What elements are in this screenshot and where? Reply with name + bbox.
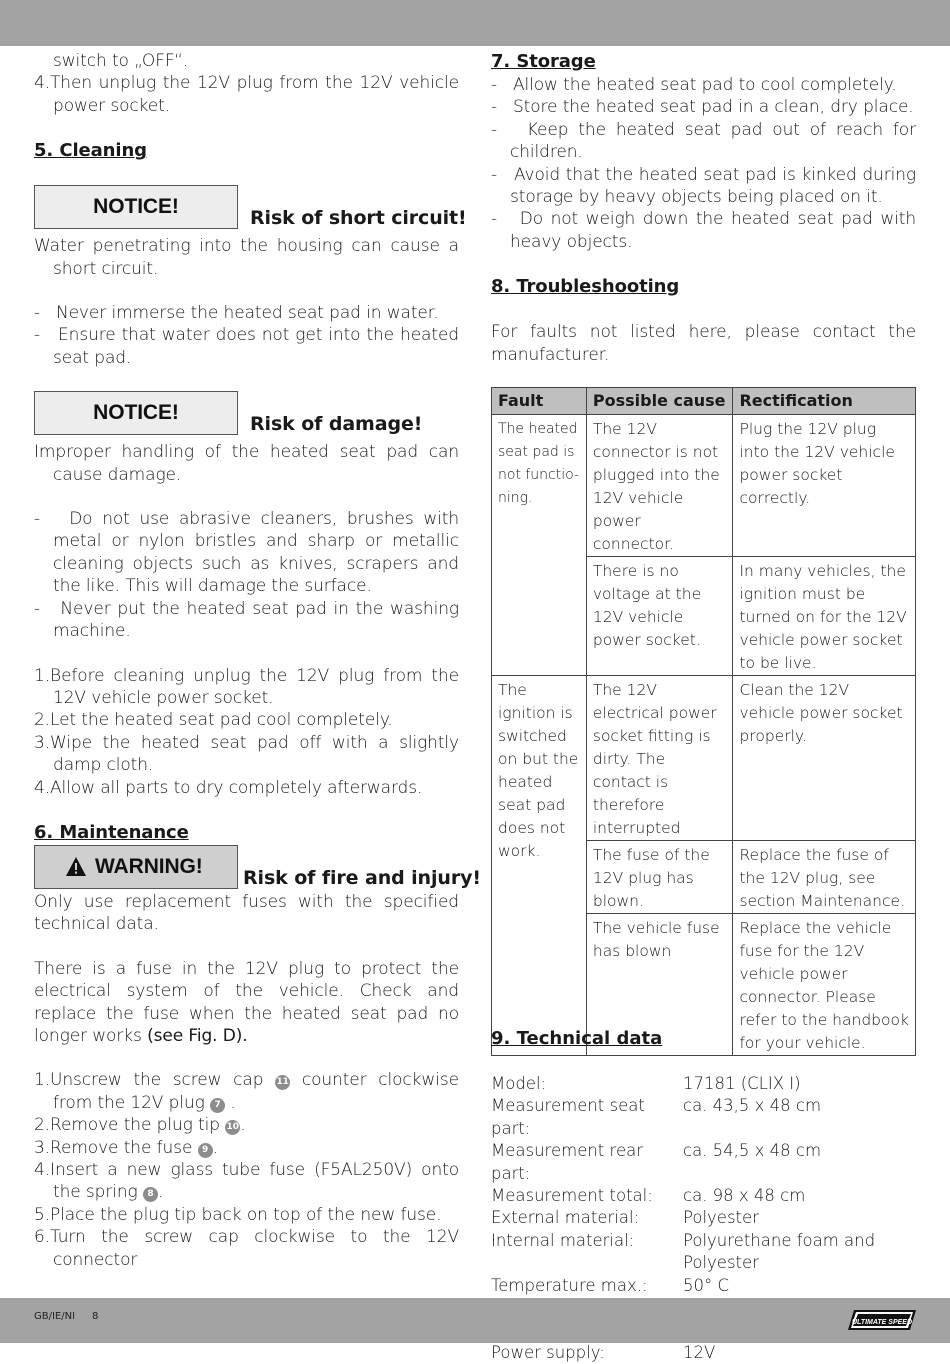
notice-risk: Risk of short circuit! [250,207,467,230]
list-item: - Do not use abrasive cleaners, brushes with metal or nylon bristles and sharp or metallic cleaning objects such as knives, scrapers and the like. This will damage the surface. [34,509,460,597]
spec-row: Power supply: 12V [491,1342,716,1362]
list-item: - Avoid that the heated seat pad is kinked during storage by heavy objects being placed on it. [491,164,916,208]
list-item: 3.Wipe the heated seat pad off with a slightly damp cloth. [34,732,459,776]
cause-cell: The 12V connector is not plugged into the 12V vehicle power connector. [586,415,733,557]
troubleshooting-heading: 8. Troubleshooting [491,276,680,298]
spec-row: Model: 17181 (CLIX I) [491,1074,801,1093]
warning-risk: Risk of fire and injury! [243,866,481,889]
storage-heading: 7. Storage [491,51,596,72]
fuse-paragraph: There is a fuse in the 12V plug to protect the electrical system of the vehicle. Check and replace the fuse when the heated seat pad no longer works (see Fig. D). [34,958,459,1046]
list-item: - Allow the heated seat pad to cool completely. [491,75,897,95]
svg-text:ULTIMATE SPEED: ULTIMATE SPEED [851,1319,913,1326]
column-header: Fault [492,388,587,415]
right-column [491,50,916,366]
list-item: 3.Remove the fuse 9 . [34,1137,218,1158]
warning-triangle-icon [65,856,87,878]
fault-cell: The ignition is switched on but the heated seat pad does not work. [492,676,587,1056]
notice-label: NOTICE! [34,185,238,229]
part-number-icon: 8 [143,1187,158,1202]
notice-text: Improper handling of the heated seat pad can cause damage. [34,442,459,485]
spec-row: External material: Polyester [491,1208,759,1228]
column-header: Rectification [733,388,916,415]
spec-row: Internal material: Polyurethane foam and Polyester [491,1230,876,1273]
table-row [492,676,916,841]
spec-row: Measurement rear part: ca. 54,5 x 48 cm [491,1141,822,1183]
warning-label: WARNING! [95,854,203,878]
part-number-icon: 10 [225,1120,240,1135]
list-item: 6.Turn the screw cap clockwise to the 12V connector [34,1227,459,1270]
list-item: 2.Let the heated seat pad cool completely. [34,710,393,731]
warning-fire [34,845,481,891]
fix-cell: Plug the 12V plug into the 12V vehicle power socket correctly. [733,415,916,557]
spec-row: Measurement total: ca. 98 x 48 cm [491,1186,806,1206]
list-item: - Ensure that water does not get into the heated seat pad. [34,325,459,368]
warning-text: Only use replacement fuses with the specified technical data. [34,891,459,935]
list-item: - Never immerse the heated seat pad in water. [34,303,439,324]
cause-cell: The 12V electrical power socket fitting is dirty. The contact is therefore interrupted [586,676,733,841]
notice-label: NOTICE! [34,391,238,435]
maintenance-heading: 6. Maintenance [34,821,189,843]
cause-cell: The vehicle fuse has blown [586,914,733,1056]
list-item: 4.Allow all parts to dry completely afterwards. [34,777,423,798]
fix-cell: In many vehicles, the ignition must be turned on for the 12V vehicle power socket to be live. [733,557,916,676]
left-column [34,50,481,1271]
page-number: 8 [92,1311,99,1322]
table-row [492,415,916,557]
list-item: - Store the heated seat pad in a clean, dry place. [491,97,914,118]
troubleshooting-intro: For faults not listed here, please contact the manufacturer. [491,322,916,365]
list-item: - Never put the heated seat pad in the washing machine. [34,598,459,642]
warning-label-box [34,845,238,889]
list-item: 1.Before cleaning unplug the 12V plug from the 12V vehicle power socket. [34,665,459,708]
language-code: GB/IE/NI [34,1311,76,1322]
cleaning-heading: 5. Cleaning [34,140,147,162]
troubleshooting-table [491,387,916,1056]
intro-line: switch to „OFF“. [53,51,189,71]
technical-heading: 9. Technical data [491,1028,663,1049]
cause-cell: The fuse of the 12V plug has blown. [586,841,733,914]
notice-short-circuit [34,185,467,235]
fix-cell: Clean the 12V vehicle power socket properly. [733,676,916,841]
spec-row: Temperature max.: 50° C [491,1275,730,1295]
list-item: 1.Unscrew the screw cap 11 counter clockwise from the 12V plug 7 . [34,1070,459,1113]
part-number-icon: 11 [275,1075,290,1090]
fault-cell: The heated seat pad is not functio-ning. [492,415,587,676]
list-item: 5.Place the plug tip back on top of the new fuse. [34,1204,442,1225]
list-item: 2.Remove the plug tip 10. [34,1115,246,1136]
list-item: 4.Insert a new glass tube fuse (F5AL250V) onto the spring 8 . [34,1160,459,1203]
fix-cell: Replace the fuse of the 12V plug, see section Maintenance. [733,841,916,914]
list-item: - Keep the heated seat pad out of reach for children. [491,119,916,163]
part-number-icon: 7 [210,1098,225,1113]
notice-damage [34,391,459,441]
column-header: Possible cause [586,388,733,415]
spec-row: Measurement seat part: ca. 43,5 x 48 cm [491,1096,822,1138]
list-item: - Do not weigh down the heated seat pad with heavy objects. [491,209,916,252]
brand-logo [848,1308,916,1332]
cause-cell: There is no voltage at the 12V vehicle power socket. [586,557,733,676]
notice-text: Water penetrating into the housing can cause a short circuit. [34,236,459,279]
footer-bar [0,1298,950,1343]
notice-risk: Risk of damage! [250,413,423,436]
header-bar [0,0,950,46]
fix-cell: Replace the vehicle fuse for the 12V vehicle power connector. Please refer to the handbook for your vehicle. [733,914,916,1056]
intro-step: 4.Then unplug the 12V plug from the 12V vehicle power socket. [34,73,459,116]
part-number-icon: 9 [198,1143,213,1158]
